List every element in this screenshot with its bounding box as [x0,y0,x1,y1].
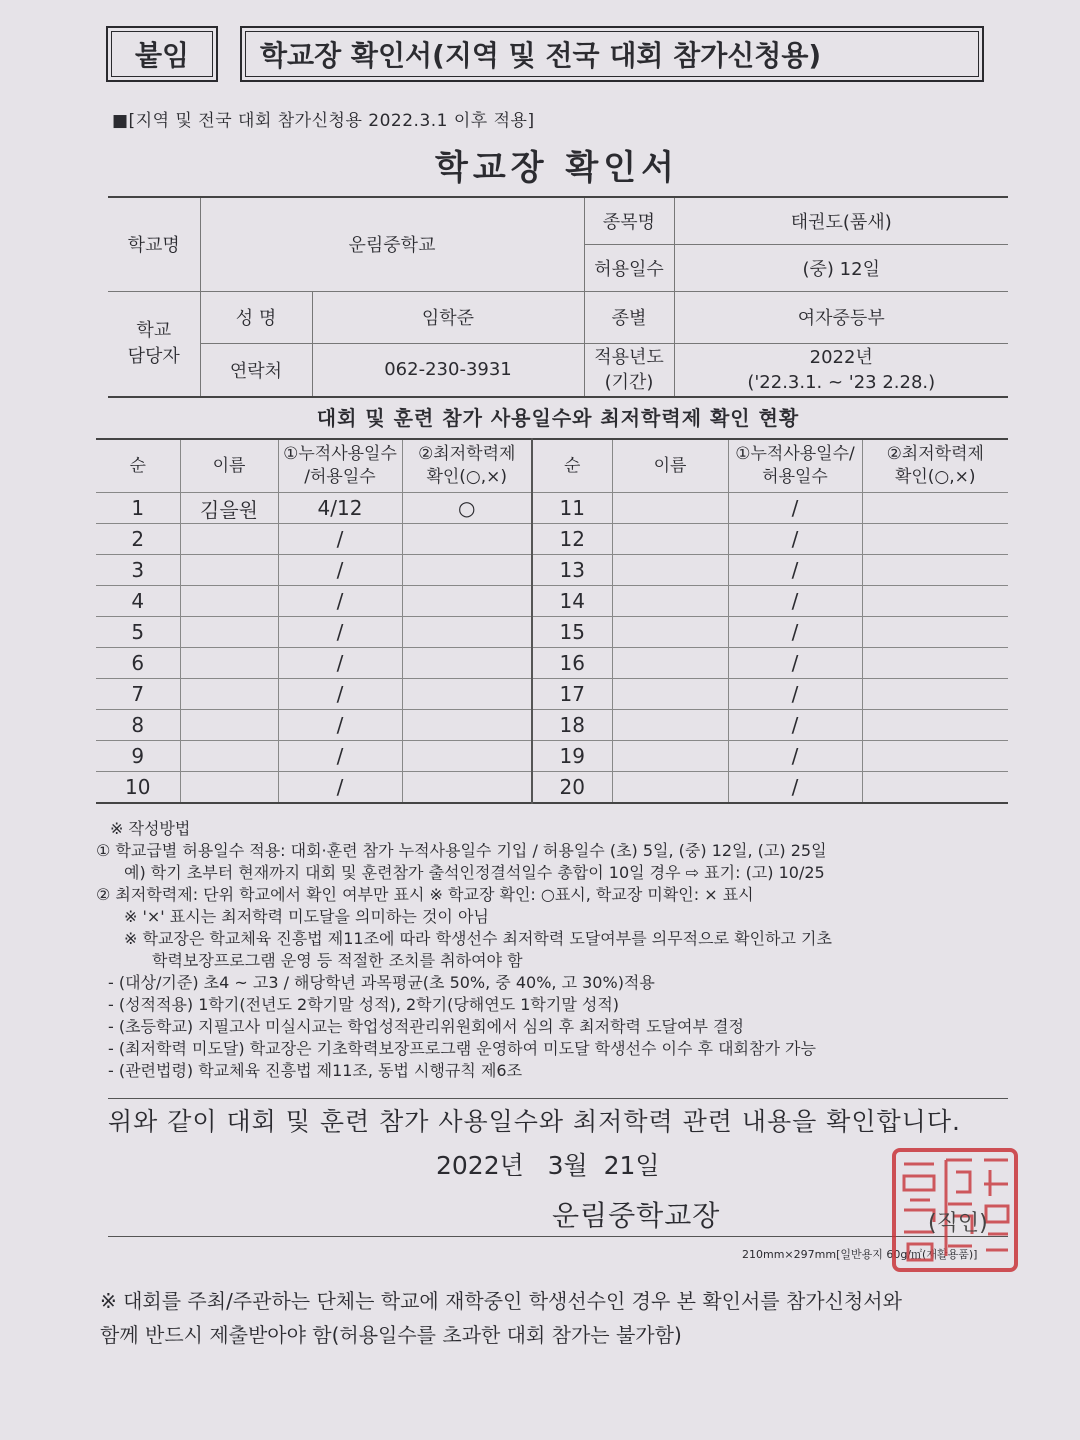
category-label: 종별 [584,291,674,343]
year-label: 적용년도 (기간) [584,343,674,397]
note-line: - (관련법령) 학교체육 진흥법 제11조, 동법 시행규칙 제6조 [108,1061,523,1080]
note-line: - (최저학력 미도달) 학교장은 기초학력보장프로그램 운영하여 미도달 학생선수 이수 후 대회참가 가능 [108,1039,816,1058]
academic-check [402,555,532,586]
col-name: 이름 [180,439,278,493]
academic-check [862,586,1008,617]
table-row [96,679,1008,710]
name-label: 성 명 [200,291,312,343]
row-number: 2 [96,524,180,555]
student-name [180,679,278,710]
used-days: / [728,493,862,524]
row-number: 10 [96,772,180,804]
table-row [96,524,1008,555]
row-number: 14 [532,586,612,617]
used-days: / [278,555,402,586]
student-name [612,586,728,617]
student-name: 김을원 [180,493,278,524]
academic-check [862,617,1008,648]
info-table [108,196,1008,398]
used-days: / [728,772,862,804]
paper-spec: 210mm×297mm[일반용지 60g/㎡(재활용품)] [742,1248,978,1261]
page-title: 학교장 확인서 [435,148,679,188]
row-number: 17 [532,679,612,710]
row-number: 6 [96,648,180,679]
table-row [96,772,1008,804]
roster-table [96,438,1008,804]
row-number: 16 [532,648,612,679]
row-number: 15 [532,617,612,648]
student-name [612,710,728,741]
roster-header-row [96,439,1008,493]
used-days: / [728,555,862,586]
student-name [180,772,278,804]
table-row [96,555,1008,586]
note-line: - (성적적용) 1학기(전년도 2학기말 성적), 2학기(당해연도 1학기말 성적) [108,995,620,1014]
used-days: / [728,617,862,648]
used-days: / [278,617,402,648]
academic-check [862,524,1008,555]
table-row [96,617,1008,648]
student-name [180,586,278,617]
used-days: / [278,524,402,555]
student-name [180,710,278,741]
student-name [612,524,728,555]
academic-check [402,679,532,710]
academic-check [862,772,1008,804]
school-label: 학교명 [108,197,200,291]
used-days: 4/12 [278,493,402,524]
year-value: 2022년 [809,346,873,368]
row-number: 18 [532,710,612,741]
academic-check [402,710,532,741]
col-no-2: 순 [532,439,612,493]
used-days: / [278,648,402,679]
allowed-days-label: 허용일수 [584,244,674,291]
row-number: 20 [532,772,612,804]
row-number: 9 [96,741,180,772]
table-row [96,710,1008,741]
note-line: 예) 학기 초부터 현재까지 대회 및 훈련참가 출석인정결석일수 총합이 10일 경우 ⇨ 표기: (고) 10/25 [124,863,825,882]
event-label: 종목명 [584,197,674,244]
row-number: 12 [532,524,612,555]
principal-signature: 운림중학교장 [552,1199,721,1232]
academic-check [862,741,1008,772]
note-line: 학력보장프로그램 운영 등 적절한 조치를 취하여야 함 [152,951,523,970]
event-value: 태권도(품새) [674,197,1008,244]
academic-check [402,586,532,617]
used-days: / [728,586,862,617]
row-number: 5 [96,617,180,648]
academic-check [862,648,1008,679]
academic-check [862,679,1008,710]
student-name [612,741,728,772]
staff-label: 학교 담당자 [108,291,200,397]
col-academic-2: ②최저학력제 확인(○,×) [862,439,1008,493]
student-name [180,617,278,648]
table-row [96,741,1008,772]
table-row [96,586,1008,617]
used-days: / [728,741,862,772]
instructions-heading: ※ 작성방법 [110,819,191,838]
row-number: 4 [96,586,180,617]
row-number: 3 [96,555,180,586]
note-line: ② 최저학력제: 단위 학교에서 확인 여부만 표시 ※ 학교장 확인: ○표시, 학교장 미확인: × 표시 [96,885,754,904]
used-days: / [278,710,402,741]
col-days-2: ①누적사용일수/ 허용일수 [728,439,862,493]
contact-label: 연락처 [200,343,312,397]
note-line: ※ '×' 표시는 최저학력 미도달을 의미하는 것이 아님 [124,907,489,926]
allowed-days-value: (중) 12일 [674,244,1008,291]
year-cell [674,343,1008,397]
student-name [180,524,278,555]
used-days: / [278,679,402,710]
academic-check: ○ [402,493,532,524]
name-value: 임학준 [312,291,584,343]
used-days: / [278,741,402,772]
academic-check [402,648,532,679]
confirmation-statement: 위와 같이 대회 및 훈련 참가 사용일수와 최저학력 관련 내용을 확인합니다. [108,1107,961,1136]
student-name [612,493,728,524]
row-number: 1 [96,493,180,524]
header-title: 학교장 확인서(지역 및 전국 대회 참가신청용) [240,26,984,82]
student-name [612,679,728,710]
divider [108,1236,1008,1237]
academic-check [862,710,1008,741]
table-row [96,493,1008,524]
col-no: 순 [96,439,180,493]
student-name [612,772,728,804]
used-days: / [278,586,402,617]
student-name [612,648,728,679]
academic-check [402,772,532,804]
student-name [180,648,278,679]
period-value: ('22.3.1. ~ '23 2.28.) [747,371,936,393]
academic-check [402,524,532,555]
section-title: 대회 및 훈련 참가 사용일수와 최저학력제 확인 현황 [316,406,800,430]
seal-label: (직인) [928,1211,988,1236]
academic-check [402,741,532,772]
col-academic: ②최저학력제 확인(○,×) [402,439,532,493]
instructions [96,818,1016,1082]
contact-value: 062-230-3931 [312,343,584,397]
divider [108,1098,1008,1099]
issue-date: 2022년 3월 21일 [436,1151,660,1180]
note-line: - (초등학교) 지필고사 미실시교는 학업성적관리위원회에서 심의 후 최저학력 도달여부 결정 [108,1017,744,1036]
student-name [180,741,278,772]
note-line: - (대상/기준) 초4 ~ 고3 / 해당학년 과목평균(초 50%, 중 40%, 고 30%)적용 [108,973,655,992]
row-number: 11 [532,493,612,524]
table-row [96,648,1008,679]
row-number: 19 [532,741,612,772]
footer-note: ※ 대회를 주최/주관하는 단체는 학교에 재학중인 학생선수인 경우 본 확인서를 참가신청서와 함께 반드시 제출받아야 함(허용일수를 초과한 대회 참가는 불가함) [100,1289,902,1347]
row-number: 13 [532,555,612,586]
school-value: 운림중학교 [200,197,584,291]
row-number: 7 [96,679,180,710]
student-name [612,617,728,648]
note-line: ① 학교급별 허용일수 적용: 대회·훈련 참가 누적사용일수 기입 / 허용일수 (초) 5일, (중) 12일, (고) 25일 [96,841,827,860]
row-number: 8 [96,710,180,741]
col-name-2: 이름 [612,439,728,493]
academic-check [862,493,1008,524]
note-line: ※ 학교장은 학교체육 진흥법 제11조에 따라 학생선수 최저학력 도달여부를 의무적으로 확인하고 기초 [124,929,832,948]
applicability-note: ■[지역 및 전국 대회 참가신청용 2022.3.1 이후 적용] [112,111,535,131]
student-name [612,555,728,586]
attachment-tag: 붙임 [106,26,218,82]
academic-check [402,617,532,648]
used-days: / [728,710,862,741]
academic-check [862,555,1008,586]
used-days: / [728,679,862,710]
col-days: ①누적사용일수 /허용일수 [278,439,402,493]
used-days: / [728,648,862,679]
used-days: / [278,772,402,804]
category-value: 여자중등부 [674,291,1008,343]
student-name [180,555,278,586]
used-days: / [728,524,862,555]
